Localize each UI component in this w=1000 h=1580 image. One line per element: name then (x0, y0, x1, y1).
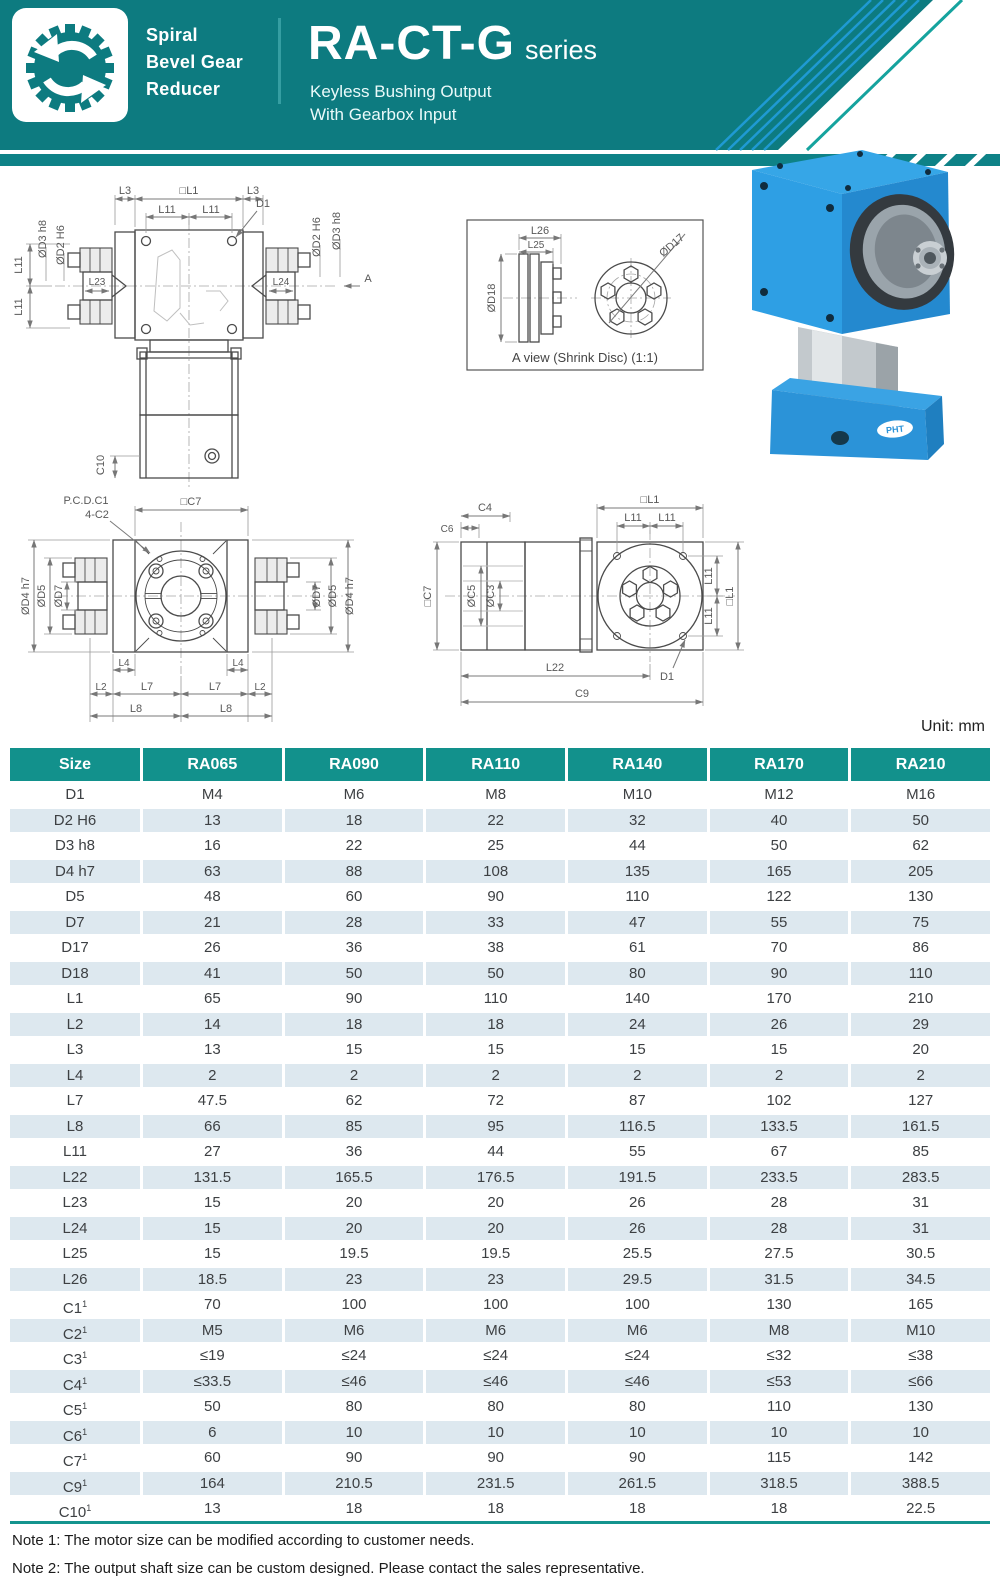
dim-label: ØC5 (466, 584, 478, 608)
row-label: L2 (10, 1011, 140, 1037)
table-cell: ≤53 (710, 1368, 849, 1394)
table-cell: 65 (143, 985, 282, 1011)
dim-label: P.C.D.C1 (63, 495, 109, 507)
product-photo (690, 142, 1000, 462)
table-cell: 24 (568, 1011, 707, 1037)
table-cell: 18 (568, 1495, 707, 1521)
table-cell: 135 (568, 858, 707, 884)
table-cell: 164 (143, 1470, 282, 1496)
column-header: RA210 (851, 748, 990, 781)
front-view-drawing (0, 165, 440, 495)
table-cell: ≤33.5 (143, 1368, 282, 1394)
dimension-labels (486, 225, 687, 365)
table-cell: 62 (851, 832, 990, 858)
table-cell: 20 (426, 1189, 565, 1215)
dim-label: ØC3 (485, 584, 497, 608)
subtitle-line: Keyless Bushing Output (310, 82, 492, 101)
table-cell: 70 (710, 934, 849, 960)
row-label: L24 (10, 1215, 140, 1241)
row-label: L7 (10, 1087, 140, 1113)
table-cell: 2 (426, 1062, 565, 1088)
dim-label: □L1 (179, 185, 199, 197)
dim-label: L11 (13, 298, 25, 316)
table-cell: M16 (851, 781, 990, 807)
dim-label: D1 (659, 671, 675, 683)
table-cell: 29 (851, 1011, 990, 1037)
table-cell: M10 (568, 781, 707, 807)
table-cell: 18 (285, 1011, 424, 1037)
table-cell: 388.5 (851, 1470, 990, 1496)
maker-logo-text: PHT (885, 423, 905, 436)
table-cell: 26 (568, 1215, 707, 1241)
dim-label: □L1 (640, 494, 660, 506)
table-cell: 18 (426, 1495, 565, 1521)
table-cell: 31 (851, 1215, 990, 1241)
output-view-drawing (0, 478, 400, 728)
dim-label: L26 (530, 225, 550, 237)
dim-label: ØD7 (311, 584, 323, 608)
series-word: series (524, 35, 597, 65)
row-label: $C10^1$ (10, 1495, 140, 1521)
table-cell: 80 (568, 960, 707, 986)
row-label: D18 (10, 960, 140, 986)
dim-label: ØD5 (327, 584, 339, 608)
table-cell: 38 (426, 934, 565, 960)
table-cell: 15 (426, 1036, 565, 1062)
dim-label: C4 (477, 502, 493, 514)
row-label: L22 (10, 1164, 140, 1190)
dim-label: C10 (95, 454, 107, 476)
table-cell: 10 (851, 1419, 990, 1445)
table-cell: ≤46 (426, 1368, 565, 1394)
column-header: Size (10, 748, 140, 781)
table-cell: 41 (143, 960, 282, 986)
table-cell: 100 (285, 1291, 424, 1317)
dim-label: L7 (208, 681, 222, 693)
row-label: D17 (10, 934, 140, 960)
table-cell: 2 (851, 1062, 990, 1088)
table-cell: 18 (426, 1011, 565, 1037)
dimension-labels (422, 494, 736, 700)
table-cell: 116.5 (568, 1113, 707, 1139)
table-cell: ≤19 (143, 1342, 282, 1368)
table-cell: 27.5 (710, 1240, 849, 1266)
subtitle-line: With Gearbox Input (310, 105, 457, 124)
row-label: L23 (10, 1189, 140, 1215)
table-cell: 80 (426, 1393, 565, 1419)
dim-label: C9 (574, 688, 590, 700)
table-cell: 21 (143, 909, 282, 935)
row-label: $C7^1$ (10, 1444, 140, 1470)
dim-label: ØD3 h8 (331, 212, 343, 250)
table-cell: 85 (851, 1138, 990, 1164)
table-cell: ≤38 (851, 1342, 990, 1368)
table-cell: 10 (426, 1419, 565, 1445)
table-cell: 231.5 (426, 1470, 565, 1496)
table-cell: 90 (568, 1444, 707, 1470)
table-cell: 115 (710, 1444, 849, 1470)
row-label: $C5^1$ (10, 1393, 140, 1419)
row-label: $C2^1$ (10, 1317, 140, 1343)
dim-label: L2 (254, 682, 266, 693)
table-cell: 283.5 (851, 1164, 990, 1190)
row-label: L25 (10, 1240, 140, 1266)
dim-label: L3 (118, 185, 132, 197)
table-cell: ≤32 (710, 1342, 849, 1368)
table-cell: 90 (426, 1444, 565, 1470)
table-cell: 10 (710, 1419, 849, 1445)
column-header: RA090 (285, 748, 424, 781)
header-divider (278, 18, 281, 104)
table-cell: 88 (285, 858, 424, 884)
dim-label: L4 (118, 658, 130, 669)
table-cell: 15 (143, 1215, 282, 1241)
table-cell: 26 (710, 1011, 849, 1037)
dim-label: L23 (88, 277, 106, 288)
table-cell: 50 (426, 960, 565, 986)
table-cell: M6 (285, 1317, 424, 1343)
table-cell: 90 (710, 960, 849, 986)
brand-logo (12, 8, 128, 122)
table-cell: 26 (568, 1189, 707, 1215)
shrink-disc-hub (913, 241, 947, 275)
table-cell: 90 (285, 985, 424, 1011)
table-cell: 165 (710, 858, 849, 884)
dim-label: L11 (202, 204, 220, 216)
table-cell: M6 (568, 1317, 707, 1343)
dimension-lines (437, 508, 738, 702)
column-header: RA140 (568, 748, 707, 781)
dim-label: L25 (527, 240, 545, 251)
table-cell: 31.5 (710, 1266, 849, 1292)
table-cell: 48 (143, 883, 282, 909)
a-view-drawing (455, 210, 715, 380)
table-cell: 19.5 (285, 1240, 424, 1266)
table-cell: 261.5 (568, 1470, 707, 1496)
table-cell: 127 (851, 1087, 990, 1113)
table-cell: 67 (710, 1138, 849, 1164)
dim-label: L8 (129, 703, 143, 715)
table-cell: M6 (285, 781, 424, 807)
table-cell: 66 (143, 1113, 282, 1139)
brand-line: Spiral (146, 25, 198, 45)
table-cell: 40 (710, 807, 849, 833)
table-cell: 2 (285, 1062, 424, 1088)
table-cell: 55 (568, 1138, 707, 1164)
table-cell: 133.5 (710, 1113, 849, 1139)
table-cell: 130 (851, 1393, 990, 1419)
table-cell: 50 (851, 807, 990, 833)
table-cell: 25.5 (568, 1240, 707, 1266)
table-cell: 27 (143, 1138, 282, 1164)
internal-pocket (154, 250, 228, 325)
table-cell: ≤24 (285, 1342, 424, 1368)
table-cell: 60 (143, 1444, 282, 1470)
table-cell: 142 (851, 1444, 990, 1470)
table-cell: 13 (143, 1495, 282, 1521)
table-cell: 176.5 (426, 1164, 565, 1190)
table-cell: 6 (143, 1419, 282, 1445)
table-cell: 90 (426, 883, 565, 909)
note-1: Note 1: The motor size can be modified according to customer needs. (12, 1532, 475, 1549)
table-cell: M10 (851, 1317, 990, 1343)
table-cell: 10 (285, 1419, 424, 1445)
table-cell: 102 (710, 1087, 849, 1113)
table-cell: 15 (143, 1189, 282, 1215)
section-marker: A (364, 273, 372, 285)
dim-label: L3 (246, 185, 260, 197)
dim-label: □C7 (180, 496, 202, 508)
series-subtitle (310, 80, 491, 126)
cube-front-face (752, 170, 842, 334)
table-cell: 75 (851, 909, 990, 935)
table-cell: 60 (285, 883, 424, 909)
dim-label: L11 (624, 512, 642, 524)
table-cell: 85 (285, 1113, 424, 1139)
table-cell: 29.5 (568, 1266, 707, 1292)
table-cell: 62 (285, 1087, 424, 1113)
table-cell: 13 (143, 807, 282, 833)
dim-label: ØD4 h7 (20, 577, 32, 615)
table-cell: 50 (285, 960, 424, 986)
row-label: L11 (10, 1138, 140, 1164)
gear-sync-icon (12, 8, 128, 122)
table-cell: 100 (568, 1291, 707, 1317)
table-cell: 122 (710, 883, 849, 909)
row-label: L26 (10, 1266, 140, 1292)
dim-label: ØD4 h7 (344, 577, 356, 615)
dim-label: L2 (95, 682, 107, 693)
extension-lines (26, 195, 340, 456)
table-cell: 20 (285, 1215, 424, 1241)
table-cell: M8 (426, 781, 565, 807)
table-cell: 2 (568, 1062, 707, 1088)
column-header: RA110 (426, 748, 565, 781)
table-cell: 110 (568, 883, 707, 909)
table-cell: 32 (568, 807, 707, 833)
table-cell: 23 (285, 1266, 424, 1292)
table-cell: 130 (710, 1291, 849, 1317)
dim-label: ØD2 H6 (55, 225, 67, 265)
table-cell: 108 (426, 858, 565, 884)
table-cell: ≤66 (851, 1368, 990, 1394)
table-cell: 34.5 (851, 1266, 990, 1292)
table-cell: 50 (143, 1393, 282, 1419)
dim-label: ØD2 H6 (311, 217, 323, 257)
table-cell: 28 (285, 909, 424, 935)
table-cell: 19.5 (426, 1240, 565, 1266)
table-cell: 165.5 (285, 1164, 424, 1190)
side-view-drawing (405, 478, 965, 728)
unit-label: Unit: mm (921, 718, 985, 735)
table-cell: 90 (285, 1444, 424, 1470)
table-cell: 63 (143, 858, 282, 884)
brand-line: Reducer (146, 79, 221, 99)
table-cell: 170 (710, 985, 849, 1011)
table-cell: 36 (285, 1138, 424, 1164)
row-label: L4 (10, 1062, 140, 1088)
brand-line: Bevel Gear (146, 52, 244, 72)
dim-label: L11 (658, 512, 676, 524)
table-cell: ≤24 (426, 1342, 565, 1368)
table-cell: 165 (851, 1291, 990, 1317)
dim-label: L11 (703, 567, 715, 585)
table-cell: 55 (710, 909, 849, 935)
table-cell: 36 (285, 934, 424, 960)
dim-label: L22 (545, 662, 565, 674)
row-label: $C9^1$ (10, 1470, 140, 1496)
table-cell: 18.5 (143, 1266, 282, 1292)
dim-label: 4-C2 (85, 509, 109, 521)
table-cell: 110 (710, 1393, 849, 1419)
table-cell: 130 (851, 883, 990, 909)
column-header: RA170 (710, 748, 849, 781)
table-cell: 20 (851, 1036, 990, 1062)
dimension-labels (13, 185, 372, 475)
dim-label: ØD17 (657, 231, 687, 260)
row-label: L3 (10, 1036, 140, 1062)
table-cell: 87 (568, 1087, 707, 1113)
table-cell: 30.5 (851, 1240, 990, 1266)
table-cell: 161.5 (851, 1113, 990, 1139)
dim-label: L4 (232, 658, 244, 669)
table-cell: 95 (426, 1113, 565, 1139)
note-2: Note 2: The output shaft size can be custom designed. Please contact the sales representative. (12, 1560, 645, 1577)
dim-label: □C7 (422, 585, 434, 607)
table-cell: 15 (285, 1036, 424, 1062)
table-cell: 18 (285, 1495, 424, 1521)
column-header: RA065 (143, 748, 282, 781)
dim-label: ØD18 (486, 283, 498, 313)
page-title (308, 16, 597, 71)
table-cell: 15 (710, 1036, 849, 1062)
row-label: D4 h7 (10, 858, 140, 884)
row-label: $C6^1$ (10, 1419, 140, 1445)
row-label: L1 (10, 985, 140, 1011)
table-cell: 61 (568, 934, 707, 960)
table-cell: M6 (426, 1317, 565, 1343)
row-label: $C4^1$ (10, 1368, 140, 1394)
dim-label: ØD5 (36, 584, 48, 608)
table-cell: 44 (426, 1138, 565, 1164)
table-cell: 50 (710, 832, 849, 858)
table-cell: 131.5 (143, 1164, 282, 1190)
table-cell: 15 (143, 1240, 282, 1266)
table-cell: 2 (710, 1062, 849, 1088)
table-cell: 47 (568, 909, 707, 935)
table-cell: 191.5 (568, 1164, 707, 1190)
table-cell: 14 (143, 1011, 282, 1037)
detail-caption: A view (Shrink Disc) (1:1) (512, 350, 658, 365)
dimension-labels (20, 495, 356, 715)
table-cell: 44 (568, 832, 707, 858)
dim-label: L11 (703, 607, 715, 625)
table-cell: 10 (568, 1419, 707, 1445)
table-cell: 70 (143, 1291, 282, 1317)
table-cell: 86 (851, 934, 990, 960)
table-bottom-rule (10, 1521, 990, 1524)
table-cell: 33 (426, 909, 565, 935)
table-cell: 25 (426, 832, 565, 858)
table-cell: 47.5 (143, 1087, 282, 1113)
table-cell: 22 (285, 832, 424, 858)
base-hole (831, 431, 849, 445)
table-cell: 20 (285, 1189, 424, 1215)
table-cell: 26 (143, 934, 282, 960)
brand-text (146, 22, 243, 103)
spec-table (10, 748, 990, 1521)
table-cell: 80 (285, 1393, 424, 1419)
table-cell: 72 (426, 1087, 565, 1113)
table-cell: 318.5 (710, 1470, 849, 1496)
row-label: D7 (10, 909, 140, 935)
row-label: D3 h8 (10, 832, 140, 858)
table-cell: 233.5 (710, 1164, 849, 1190)
dim-label: L11 (158, 204, 176, 216)
dim-label: ØD3 h8 (37, 220, 49, 258)
table-cell: 110 (851, 960, 990, 986)
table-cell: 13 (143, 1036, 282, 1062)
series-name: RA-CT-G (308, 17, 515, 70)
dim-label: □L1 (724, 586, 736, 606)
table-cell: M5 (143, 1317, 282, 1343)
table-cell: 20 (426, 1215, 565, 1241)
centerlines (58, 522, 352, 674)
table-cell: 15 (568, 1036, 707, 1062)
table-cell: ≤46 (285, 1368, 424, 1394)
dim-label: C6 (440, 524, 454, 535)
dim-label: ØD7 (53, 584, 65, 608)
table-cell: 2 (143, 1062, 282, 1088)
table-cell: ≤24 (568, 1342, 707, 1368)
table-cell: M4 (143, 781, 282, 807)
table-cell: 210.5 (285, 1470, 424, 1496)
dim-label: D1 (255, 198, 271, 210)
table-cell: 100 (426, 1291, 565, 1317)
table-cell: 18 (710, 1495, 849, 1521)
table-cell: 22 (426, 807, 565, 833)
table-cell: 18 (285, 807, 424, 833)
table-cell: 205 (851, 858, 990, 884)
row-label: D2 H6 (10, 807, 140, 833)
table-cell: 22.5 (851, 1495, 990, 1521)
table-cell: 28 (710, 1189, 849, 1215)
table-cell: 23 (426, 1266, 565, 1292)
table-cell: 110 (426, 985, 565, 1011)
table-cell: ≤46 (568, 1368, 707, 1394)
table-cell: 28 (710, 1215, 849, 1241)
dim-label: L7 (140, 681, 154, 693)
row-label: D5 (10, 883, 140, 909)
table-cell: M12 (710, 781, 849, 807)
table-cell: 80 (568, 1393, 707, 1419)
dim-label: L8 (219, 703, 233, 715)
table-cell: M8 (710, 1317, 849, 1343)
row-label: $C3^1$ (10, 1342, 140, 1368)
table-cell: 210 (851, 985, 990, 1011)
table-cell: 140 (568, 985, 707, 1011)
table-cell: 31 (851, 1189, 990, 1215)
row-label: $C1^1$ (10, 1291, 140, 1317)
dim-label: L24 (272, 277, 290, 288)
table-cell: 16 (143, 832, 282, 858)
dim-label: L11 (13, 256, 25, 274)
row-label: L8 (10, 1113, 140, 1139)
row-label: D1 (10, 781, 140, 807)
